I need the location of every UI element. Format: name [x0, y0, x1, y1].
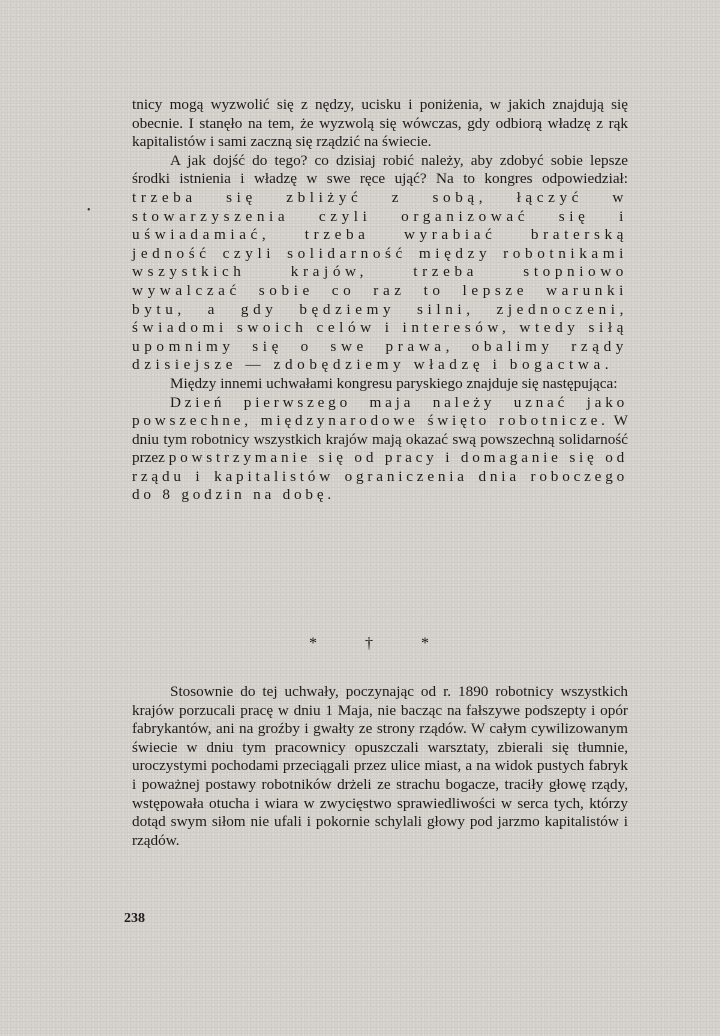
upper-text-block — [132, 96, 628, 505]
margin-dot: • — [87, 205, 91, 216]
resolution-spaced-a: Dzień pierwszego maja należy uznać jako powszechne, międzynarodowe święto robotnicze. — [132, 393, 628, 430]
paragraph-continuation: tnicy mogą wyzwolić się z nędzy, ucisku i poniżenia, w jakich znajdują się obecnie. I stanęło na tem, że wyzwolą się wówczas, gdy odbiorą władzę z rąk kapitalistów i sami zaczną się rządzić na świecie. — [132, 96, 628, 151]
congress-answer-spaced: trzeba się zbliżyć z sobą, łączyć w stowarzyszenia czyli organizować się i uświadamiać, trzeba wyrabiać braterską jedność czyli solidarność między robotnikami wszystkich krajów, trzeba stopniowo wywalczać sobie co raz to lepsze warunki bytu, a gdy będziemy silni, zjednoczeni, świadomi swoich celów i interesów, wtedy siłą upomnimy się o swe prawa, obalimy rządy dzisiejsze — zdobędziemy władzę i bogactwa. — [132, 188, 628, 374]
resolution-normal: W dniu tym robotnicy wszystkich krajów mają okazać swą powszechną solidarność przez — [132, 412, 628, 467]
paragraph-may-day-history: Stosownie do tej uchwały, poczynając od r. 1890 robotnicy wszystkich krajów porzucali pracę w dniu 1 Maja, nie bacząc na fałszywe podszepty i opór fabrykantów, ani na groźby i gwałty ze strony rządów. W całym cywilizowanym świecie w dniu tym pracownicy opuszczali warsztaty, zbierali się tłumnie, uroczystymi pochodami przeciągali przez ulice miast, a na widok pustych fabryk i poważnej postawy robotników drżeli ze strachu bogacze, traciły głowę rządy, wstępowała otucha i wiara w zwycięstwo sprawiedliwości w serca tych, którzy dotąd swym siłom nie ufali i pokornie schylali głowy pod jarzmo kapitalistów i rządów. — [132, 683, 628, 849]
paragraph-resolutions-intro: Między innemi uchwałami kongresu paryskiego znajduje się następująca: — [170, 374, 618, 392]
page-number: 238 — [124, 911, 145, 926]
section-separator: * † * — [309, 635, 451, 652]
paragraph-may-day-resolution — [132, 394, 628, 506]
congress-question: A jak dojść do tego? co dzisiaj robić należy, aby zdobyć sobie lepsze środki istnienia i władzę w swe ręce ująć? Na to kongres odpowiedział: — [132, 151, 628, 188]
resolution-spaced-b: powstrzymanie się od pracy i domaganie się od rządu i kapitalistów ograniczenia dnia roboczego do 8 godzin na dobę. — [132, 449, 629, 504]
lower-text-block — [132, 635, 628, 850]
paragraph-congress-answer — [132, 152, 628, 375]
